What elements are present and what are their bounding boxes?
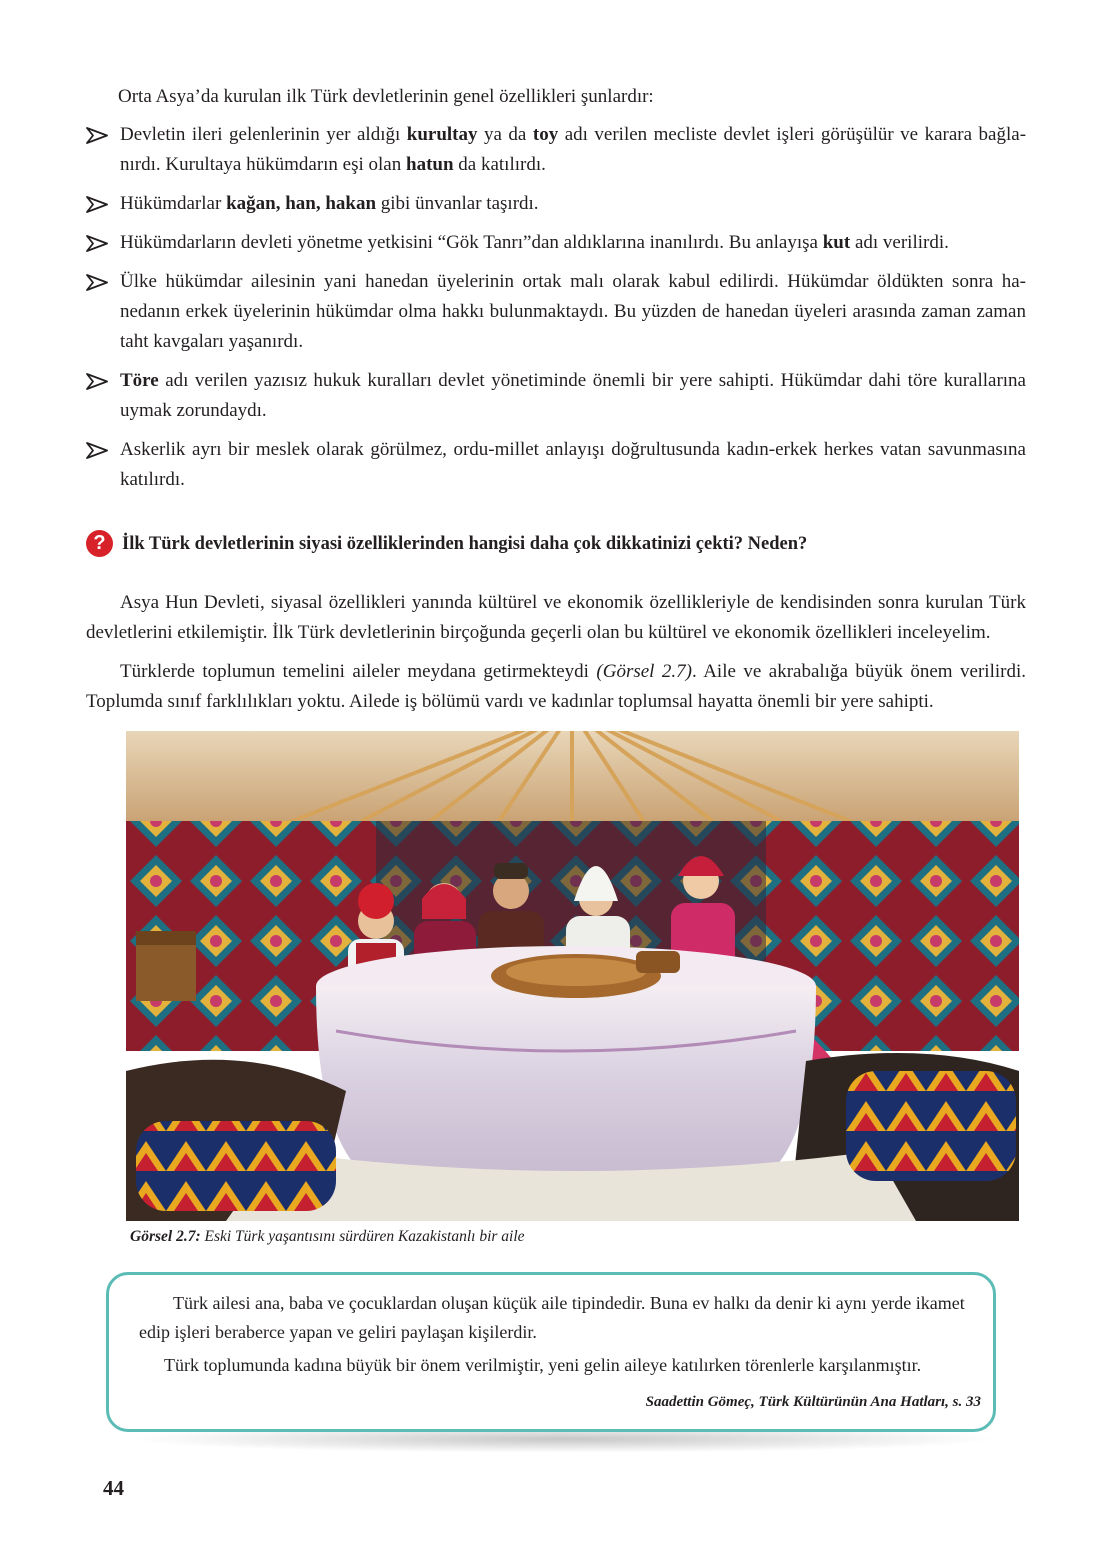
arrow-bullet-icon [86,373,108,390]
bullet-text: adı verilirdi. [850,232,949,253]
paragraph-family-text: Türklerde toplumun temelini aileler meydana getirmekteydi [120,661,597,682]
feature-bullet [86,267,1026,357]
family-yurt-photo [126,731,1019,1221]
bullet-text: Devletin ileri gelenlerinin yer aldığı [120,124,407,145]
quote-paragraph-2: Türk toplumunda kadına büyük bir önem verilmiştir, yeni gelin aileye katılırken törenlerle karşılanmıştır. [164,1355,922,1375]
feature-bullet [86,435,1026,495]
bold-term: kağan, han, hakan [226,193,377,214]
quote-box [106,1272,996,1432]
question-text: İlk Türk devletlerinin siyasi özelliklerinden hangisi daha çok dikkatinizi çekti? Neden? [122,534,808,554]
quote-paragraph-1: Türk ailesi ana, baba ve çocuklardan oluşan küçük aile tipindedir. Buna ev halkı da denir ki aynı yerde ikamet edip işleri beraberce yapan ve geliri paylaşan kişilerdir. [139,1293,965,1342]
bullet-text: adı verilen mecliste devlet işleri görüşülür ve karara bağlanırdı. Kurultaya hükümdarın eşi olan [120,124,1027,175]
feature-bullet [86,120,1026,180]
bullet-text: Hükümdarlar [120,193,227,214]
bullet-text: ya da [477,124,533,145]
bold-term: hatun [406,154,454,175]
feature-bullet [86,366,1026,426]
bullet-text: adı verilen yazısız hukuk kuralları devlet yönetiminde önemli bir yere sahipti. Hükümdar dahi töre kurallarına uymak zorundaydı. [120,370,1026,421]
paragraph-family-text-end: . Aile ve akrabalığa büyük önem verilirdi. Toplumda sınıf farklılıkları yoktu. Ailede iş bölümü vardı ve kadınlar toplumsal hayatta önemli bir yere sahipti. [86,661,1026,712]
bullet-text: Ülke hükümdar ailesinin yani hanedan üyelerinin ortak malı olarak kabul edilirdi. Hükümdar öldükten sonra hanedanın erkek üyelerinin hükümdar olma hakkı bulunmaktaydı. Bu yüzden de hanedan üyeleri arasında zaman zaman taht kavgaları yaşanırdı. [120,271,1026,352]
arrow-bullet-icon [86,442,108,459]
paragraph-asya-hun: Asya Hun Devleti, siyasal özellikleri yanında kültürel ve ekonomik özellikleriyle de kendisinden sonra kurulan Türk devletlerini etkilemiştir. İlk Türk devletlerinin birçoğunda geçerli olan bu kültürel ve ekonomik özellikleri inceleyelim. [86,592,1026,643]
intro-text: Orta Asya’da kurulan ilk Türk devletlerinin genel özellikleri şunlardır: [118,86,654,107]
feature-bullet [86,189,1026,219]
arrow-bullet-icon [86,274,108,291]
arrow-bullet-icon [86,196,108,213]
quote-source: Saadettin Gömeç, Türk Kültürünün Ana Hatları, s. 33 [645,1394,981,1410]
bullet-text: Hükümdarların devleti yönetme yetkisini “Gök Tanrı”dan aldıklarına inanılırdı. Bu anlayışa [120,232,823,253]
figure-reference: (Görsel 2.7) [596,661,693,682]
feature-bullet [86,228,1026,258]
bullet-text: gibi ünvanlar taşırdı. [376,193,539,214]
bullet-text: Askerlik ayrı bir meslek olarak görülmez, ordu-millet anlayışı doğrultusunda kadın-erkek herkes vatan savunmasına katılırdı. [120,439,1026,490]
bold-term: kut [822,232,851,253]
paragraph-family [86,657,1026,717]
caption-text: Eski Türk yaşantısını sürdüren Kazakistanlı bir aile [200,1228,525,1245]
bold-term: kurultay [406,124,478,145]
page-number: 44 [103,1476,124,1500]
figure-caption [130,1226,525,1248]
arrow-bullet-icon [86,235,108,252]
question-icon: ? [86,530,113,557]
arrow-bullet-icon [86,127,108,144]
bullet-text: da katılırdı. [453,154,546,175]
bold-term: Töre [120,370,159,391]
bold-term: toy [532,124,559,145]
features-list [86,120,1026,495]
question-prompt [86,530,1026,560]
caption-label: Görsel 2.7: [130,1228,201,1245]
